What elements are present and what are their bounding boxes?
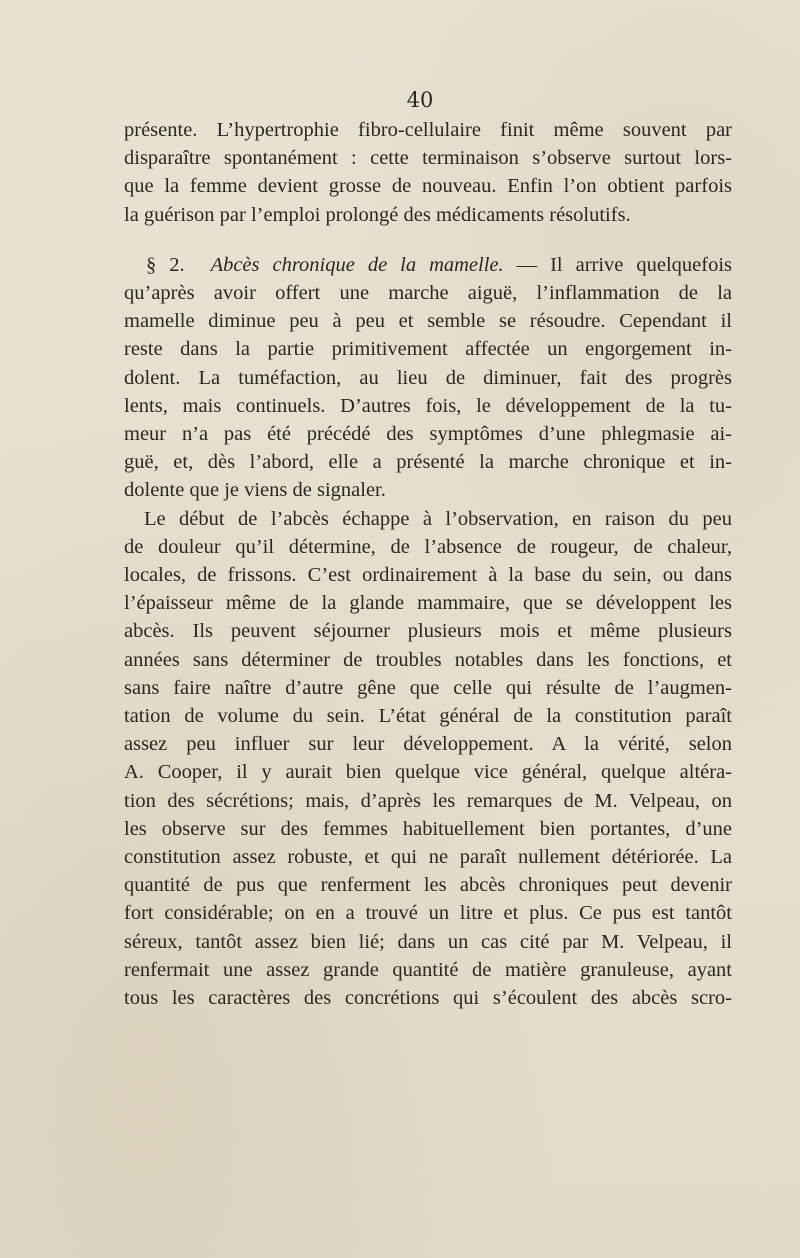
section-title: Abcès chronique de la mamelle.: [210, 253, 504, 276]
text-line: A. Cooper, il y aurait bien quelque vice général, quelque altéra-: [124, 761, 732, 784]
text-line: la guérison par l’emploi prolongé des médicaments résolutifs.: [124, 203, 631, 226]
text-line: dolente que je viens de signaler.: [124, 479, 386, 502]
paragraph-3: [124, 505, 732, 1013]
text-line: tion des sécrétions; mais, d’après les remarques de M. Velpeau, on: [124, 789, 732, 812]
text-line: assez peu influer sur leur développement. A la vérité, selon: [124, 733, 732, 756]
text-line: disparaître spontanément : cette terminaison s’observe surtout lors-: [124, 147, 732, 170]
text-line: guë, et, dès l’abord, elle a présenté la marche chronique et in-: [124, 451, 732, 474]
text-line: locales, de frissons. C’est ordinairement à la base du sein, ou dans: [124, 564, 732, 587]
page-number: 40: [406, 88, 434, 112]
text-line: sans faire naître d’autre gêne que celle qui résulte de l’augmen-: [124, 676, 732, 699]
text-line: de douleur qu’il détermine, de l’absence de rougeur, de chaleur,: [124, 535, 732, 558]
text-line: constitution assez robuste, et qui ne paraît nullement détériorée. La: [124, 846, 732, 869]
text-line: années sans déterminer de troubles notables dans les fonctions, et: [124, 648, 732, 671]
text-line: présente. L’hypertrophie fibro-cellulaire finit même souvent par: [124, 119, 732, 141]
section-first-line-rest: — Il arrive quelquefois: [516, 253, 733, 276]
text-line: dolent. La tuméfaction, au lieu de diminuer, fait des progrès: [124, 366, 732, 389]
text-line: l’épaisseur même de la glande mammaire, que se développent les: [124, 592, 732, 615]
text-line: tation de volume du sein. L’état général de la constitution paraît: [124, 705, 732, 728]
text-line: quantité de pus que renferment les abcès chroniques peut devenir: [124, 874, 732, 897]
text-line: qu’après avoir offert une marche aiguë, l’inflammation de la: [124, 282, 732, 305]
section-heading-line: [124, 251, 732, 279]
section-mark: § 2.: [146, 253, 185, 276]
text-line: reste dans la partie primitivement affectée un engorgement in-: [124, 338, 732, 361]
text-line: tous les caractères des concrétions qui s’écoulent des abcès scro-: [124, 987, 732, 1010]
text-line: abcès. Ils peuvent séjourner plusieurs mois et même plusieurs: [124, 620, 732, 643]
text-line: séreux, tantôt assez bien lié; dans un cas cité par M. Velpeau, il: [124, 930, 732, 953]
text-line: mamelle diminue peu à peu et semble se résoudre. Cependant il: [124, 310, 732, 333]
text-line: meur n’a pas été précédé des symptômes d’une phlegmasie ai-: [124, 423, 732, 446]
text-line: renfermait une assez grande quantité de matière granuleuse, ayant: [124, 958, 732, 981]
text-line: que la femme devient grosse de nouveau. Enfin l’on obtient parfois: [124, 175, 732, 198]
body-text: [124, 116, 732, 1012]
text-line: lents, mais continuels. D’autres fois, le développement de la tu-: [124, 394, 732, 417]
text-line: fort considérable; on en a trouvé un litre et plus. Ce pus est tantôt: [124, 902, 732, 925]
paragraph-2: [124, 251, 732, 505]
text-line: Le début de l’abcès échappe à l’observation, en raison du peu: [144, 507, 732, 530]
text-line: les observe sur des femmes habituellement bien portantes, d’une: [124, 817, 732, 840]
paragraph-1: [124, 116, 732, 229]
